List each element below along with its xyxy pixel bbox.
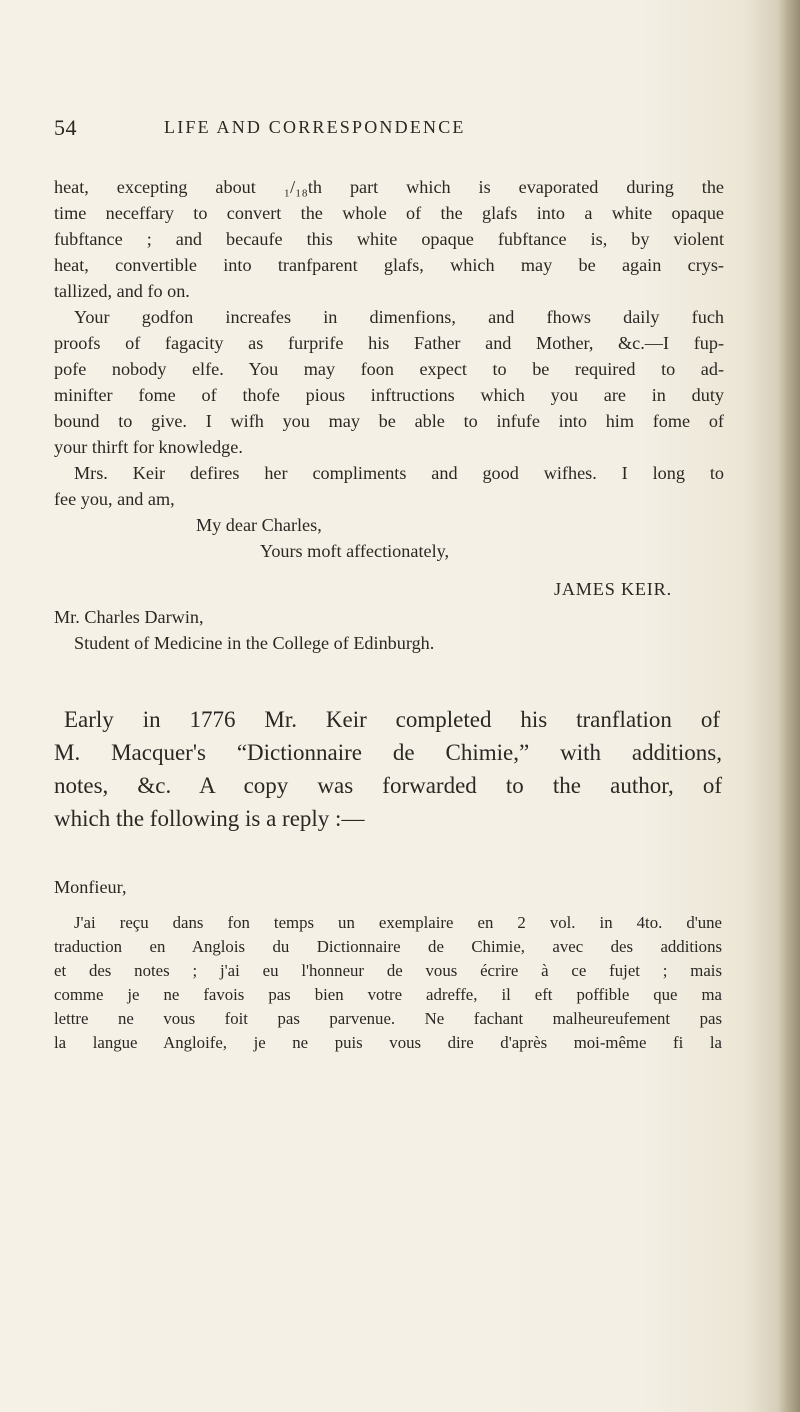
binding-edge <box>778 0 800 1412</box>
letter-line-13: fee you, and am, <box>54 489 175 509</box>
french-line-6: la langue Angloife, je ne puis vous dire d'après moi-même fi la <box>54 1033 722 1052</box>
letter-line-12: Mrs. Keir defires her compliments and good wifhes. I long to <box>74 463 724 483</box>
narrative-line-4: which the following is a reply :— <box>54 806 365 831</box>
narrative-line-2: M. Macquer's “Dictionnaire de Chimie,” with additions, <box>54 740 722 765</box>
french-line-2: traduction en Anglois du Dictionnaire de Chimie, avec des additions <box>54 937 722 956</box>
letter-line-4: heat, convertible into tranfparent glafs, which may be again crys- <box>54 255 724 275</box>
letter-salutation: My dear Charles, <box>196 515 322 535</box>
letter-line-7: proofs of fagacity as furprife his Father and Mother, &c.—I fup- <box>54 333 724 353</box>
letter-line-2: time neceffary to convert the whole of the glafs into a white opaque <box>54 203 724 223</box>
french-line-1: J'ai reçu dans fon temps un exemplaire en 2 vol. in 4to. d'une <box>74 913 722 932</box>
letter-line-8: pofe nobody elfe. You may foon expect to be required to ad- <box>54 359 724 379</box>
french-salutation: Monfieur, <box>54 877 127 897</box>
running-title: LIFE AND CORRESPONDENCE <box>164 117 466 137</box>
page-number: 54 <box>54 115 77 140</box>
address-line: Student of Medicine in the College of Edinburgh. <box>74 633 435 653</box>
letter-line-9: minifter fome of thofe pious inftructions which you are in duty <box>54 385 724 405</box>
letter-closing: Yours moft affectionately, <box>260 541 450 561</box>
letter-signature: JAMES KEIR. <box>554 579 672 599</box>
letter-line-11: your thirft for knowledge. <box>54 437 243 457</box>
narrative-line-1: Early in 1776 Mr. Keir completed his tranflation of <box>64 707 720 732</box>
running-head <box>54 115 754 145</box>
narrative-line-3: notes, &c. A copy was forwarded to the author, of <box>54 773 722 798</box>
french-line-5: lettre ne vous foit pas parvenue. Ne fachant malheureufement pas <box>54 1009 722 1028</box>
letter-line-10: bound to give. I wifh you may be able to infufe into him fome of <box>54 411 724 431</box>
address-name: Mr. Charles Darwin, <box>54 607 204 627</box>
french-line-3: et des notes ; j'ai eu l'honneur de vous écrire à ce fujet ; mais <box>54 961 722 980</box>
letter-line-5: tallized, and fo on. <box>54 281 190 301</box>
letter-line-1: heat, excepting about ₁/₁₈th part which is evaporated during the <box>54 177 724 197</box>
letter-line-6: Your godfon increafes in dimenfions, and fhows daily fuch <box>74 307 724 327</box>
french-line-4: comme je ne favois pas bien votre adreffe, il eft poffible que ma <box>54 985 722 1004</box>
letter-line-3: fubftance ; and becaufe this white opaque fubftance is, by violent <box>54 229 724 249</box>
